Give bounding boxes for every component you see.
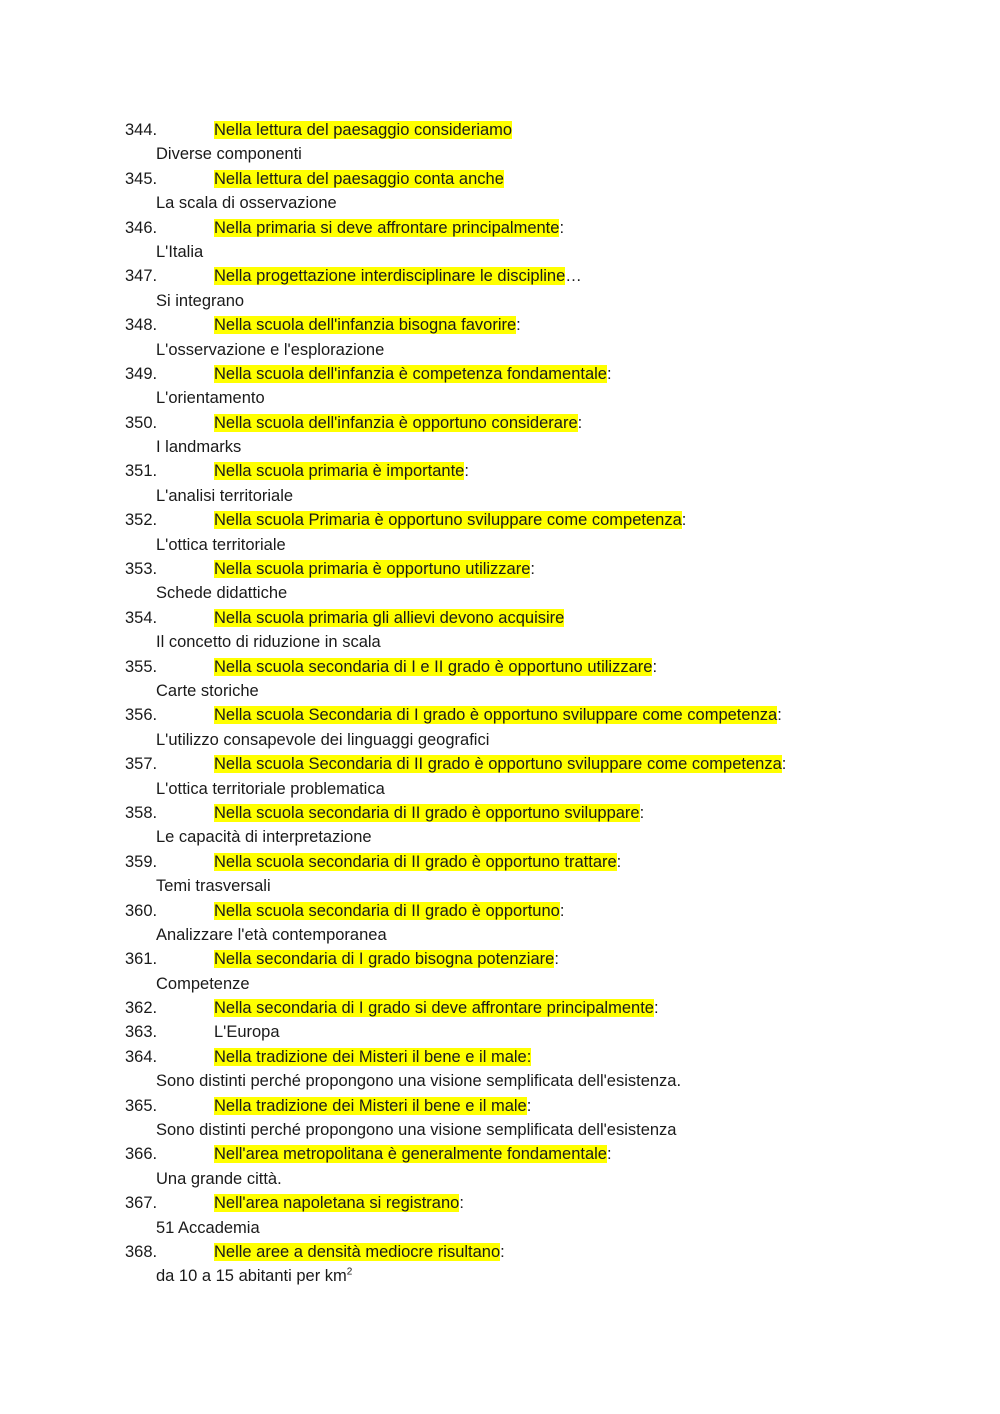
answer-text: Schede didattiche bbox=[156, 584, 288, 603]
answer-line bbox=[0, 1216, 1000, 1240]
question-line bbox=[0, 216, 1000, 240]
question-tail: : bbox=[606, 364, 612, 383]
answer-text: Una grande città. bbox=[156, 1169, 282, 1188]
answer-text: Sono distinti perché propongono una visione semplificata dell'esistenza bbox=[156, 1121, 677, 1140]
question-line bbox=[0, 703, 1000, 727]
answer-text: L'Italia bbox=[156, 242, 204, 261]
highlighted-question: Nella lettura del paesaggio conta anche bbox=[214, 169, 504, 188]
question-line bbox=[0, 752, 1000, 776]
question-line bbox=[0, 1045, 1000, 1069]
answer-text: L'osservazione e l'esplorazione bbox=[156, 340, 385, 359]
answer-text: Le capacità di interpretazione bbox=[156, 828, 372, 847]
question-tail: : bbox=[459, 1194, 464, 1213]
answer-text: 51 Accademia bbox=[156, 1218, 260, 1237]
question-text bbox=[214, 752, 786, 776]
question-number: 367. bbox=[125, 1194, 158, 1213]
question-number: 347. bbox=[125, 267, 158, 286]
question-text bbox=[214, 1191, 464, 1215]
answer-line bbox=[0, 338, 1000, 362]
question-number: 348. bbox=[125, 316, 158, 335]
highlighted-question: Nella scuola primaria gli allievi devono acquisire bbox=[214, 608, 565, 627]
question-tail: : bbox=[554, 950, 559, 969]
question-line bbox=[0, 264, 1000, 288]
numbered-answer-line bbox=[0, 1020, 1000, 1044]
answer-text: L'ottica territoriale problematica bbox=[156, 779, 385, 798]
question-tail: : bbox=[577, 413, 583, 432]
question-tail: : bbox=[559, 901, 565, 920]
question-line bbox=[0, 1142, 1000, 1166]
question-number: 358. bbox=[125, 803, 158, 822]
question-text bbox=[214, 947, 559, 971]
question-tail: : bbox=[616, 852, 622, 871]
question-tail: … bbox=[565, 267, 582, 286]
answer-line bbox=[0, 972, 1000, 996]
answer-text: Si integrano bbox=[156, 291, 245, 310]
highlighted-question: Nella scuola Secondaria di I grado è opportuno sviluppare come competenza bbox=[214, 706, 778, 725]
highlighted-question: Nella lettura del paesaggio consideriamo bbox=[214, 121, 513, 139]
answer-text: L'ottica territoriale bbox=[156, 535, 286, 554]
answer-line bbox=[0, 777, 1000, 801]
highlighted-question: Nella progettazione interdisciplinare le discipline bbox=[214, 267, 566, 286]
question-text bbox=[214, 118, 512, 142]
question-number: 345. bbox=[125, 169, 158, 188]
question-text bbox=[214, 1045, 531, 1069]
answer-line bbox=[0, 581, 1000, 605]
question-line bbox=[0, 459, 1000, 483]
question-tail: : bbox=[464, 462, 469, 481]
question-text bbox=[214, 362, 612, 386]
answer-line bbox=[0, 825, 1000, 849]
question-number: 350. bbox=[125, 413, 158, 432]
highlighted-question: Nella tradizione dei Misteri il bene e il male: bbox=[214, 1047, 532, 1066]
question-number: 349. bbox=[125, 364, 158, 383]
question-line bbox=[0, 1240, 1000, 1264]
answer-line bbox=[0, 386, 1000, 410]
answer-text: L'orientamento bbox=[156, 389, 265, 408]
highlighted-question: Nella scuola primaria è importante bbox=[214, 462, 465, 481]
question-number: 361. bbox=[125, 950, 158, 969]
question-line bbox=[0, 362, 1000, 386]
highlighted-question: Nella tradizione dei Misteri il bene e il male bbox=[214, 1096, 527, 1115]
highlighted-question: Nella scuola secondaria di II grado è opportuno sviluppare bbox=[214, 803, 640, 822]
question-number: 351. bbox=[125, 462, 158, 481]
highlighted-question: Nella scuola dell'infanzia bisogna favorire bbox=[214, 316, 517, 335]
answer-text: Diverse componenti bbox=[156, 145, 302, 164]
question-line bbox=[0, 411, 1000, 435]
question-number: 344. bbox=[125, 121, 158, 139]
answer-text: La scala di osservazione bbox=[156, 194, 337, 213]
highlighted-question: Nella scuola Primaria è opportuno sviluppare come competenza bbox=[214, 511, 682, 530]
question-tail: : bbox=[652, 657, 658, 676]
question-text bbox=[214, 899, 564, 923]
question-tail: : bbox=[559, 218, 565, 237]
question-line bbox=[0, 508, 1000, 532]
question-text bbox=[214, 508, 686, 532]
question-tail: : bbox=[639, 803, 645, 822]
question-number: 359. bbox=[125, 852, 158, 871]
question-number: 368. bbox=[125, 1242, 158, 1261]
highlighted-question: Nell'area napoletana si registrano bbox=[214, 1194, 460, 1213]
answer-text: Sono distinti perché propongono una visione semplificata dell'esistenza. bbox=[156, 1072, 682, 1091]
answer-line bbox=[0, 923, 1000, 947]
question-line bbox=[0, 850, 1000, 874]
answer-line bbox=[0, 191, 1000, 215]
question-line bbox=[0, 118, 1000, 142]
answer-line bbox=[0, 1118, 1000, 1142]
answer-text: Temi trasversali bbox=[156, 877, 271, 896]
answer-text: da 10 a 15 abitanti per $km^2$ bbox=[156, 1266, 353, 1286]
question-line bbox=[0, 947, 1000, 971]
answer-line bbox=[0, 630, 1000, 654]
question-text bbox=[214, 411, 582, 435]
highlighted-question: Nella scuola dell'infanzia è opportuno considerare bbox=[214, 413, 578, 432]
question-tail: : bbox=[526, 1096, 532, 1115]
question-text bbox=[214, 216, 564, 240]
question-text bbox=[214, 557, 535, 581]
question-tail: : bbox=[781, 755, 787, 774]
answer-line bbox=[0, 874, 1000, 898]
question-number: 360. bbox=[125, 901, 158, 920]
question-text bbox=[214, 313, 521, 337]
question-tail: : bbox=[777, 706, 782, 725]
highlighted-question: Nella scuola primaria è opportuno utilizzare bbox=[214, 560, 531, 579]
question-line bbox=[0, 996, 1000, 1020]
question-number: 354. bbox=[125, 608, 158, 627]
answer-line bbox=[0, 289, 1000, 313]
question-text bbox=[214, 801, 644, 825]
question-number: 353. bbox=[125, 560, 158, 579]
question-line bbox=[0, 557, 1000, 581]
question-line bbox=[0, 899, 1000, 923]
highlighted-question: Nella scuola secondaria di II grado è opportuno bbox=[214, 901, 560, 920]
question-tail: : bbox=[516, 316, 521, 335]
highlighted-question: Nelle aree a densità mediocre risultano bbox=[214, 1242, 501, 1261]
highlighted-question: Nella scuola dell'infanzia è competenza fondamentale bbox=[214, 364, 607, 383]
question-text bbox=[214, 1094, 531, 1118]
document-page bbox=[0, 118, 1000, 1289]
answer-text: Competenze bbox=[156, 974, 250, 993]
question-line bbox=[0, 655, 1000, 679]
answer-text: Analizzare l'età contemporanea bbox=[156, 925, 387, 944]
question-number: 355. bbox=[125, 657, 158, 676]
question-text bbox=[214, 703, 782, 727]
question-text bbox=[214, 1240, 505, 1264]
answer-line bbox=[0, 142, 1000, 166]
question-text bbox=[214, 996, 659, 1020]
answer-text: L'analisi territoriale bbox=[156, 486, 294, 505]
highlighted-question: Nella scuola Secondaria di II grado è opportuno sviluppare come competenza bbox=[214, 755, 782, 774]
question-number: 362. bbox=[125, 999, 158, 1018]
question-tail: : bbox=[500, 1242, 505, 1261]
answer-text: I landmarks bbox=[156, 438, 242, 457]
question-tail: : bbox=[530, 560, 536, 579]
question-number: 366. bbox=[125, 1145, 158, 1164]
answer-text: Il concetto di riduzione in scala bbox=[156, 633, 381, 652]
question-number: 352. bbox=[125, 511, 158, 530]
answer-line bbox=[0, 484, 1000, 508]
question-text bbox=[214, 459, 469, 483]
question-number: 365. bbox=[125, 1096, 158, 1115]
question-text bbox=[214, 655, 657, 679]
question-text bbox=[214, 264, 582, 288]
highlighted-question: Nella secondaria di I grado si deve affrontare principalmente bbox=[214, 999, 654, 1018]
answer-line bbox=[0, 679, 1000, 703]
question-text bbox=[214, 167, 504, 191]
question-tail: : bbox=[606, 1145, 612, 1164]
question-line bbox=[0, 606, 1000, 630]
answer-line bbox=[0, 533, 1000, 557]
question-number: 364. bbox=[125, 1047, 158, 1066]
question-text bbox=[214, 850, 621, 874]
question-line bbox=[0, 313, 1000, 337]
question-number: 346. bbox=[125, 218, 158, 237]
answer-line bbox=[0, 1069, 1000, 1093]
answer-line bbox=[0, 1167, 1000, 1191]
question-tail: : bbox=[653, 999, 659, 1018]
highlighted-question: Nella secondaria di I grado bisogna potenziare bbox=[214, 950, 555, 969]
question-tail: : bbox=[681, 511, 687, 530]
answer-text: L'utilizzo consapevole dei linguaggi geografici bbox=[156, 730, 490, 749]
superscript: 2 bbox=[346, 1266, 353, 1278]
item-number: 363. bbox=[125, 1023, 158, 1042]
answer-text: L'Europa bbox=[214, 1023, 280, 1042]
answer-line bbox=[0, 240, 1000, 264]
question-text bbox=[214, 606, 564, 630]
highlighted-question: Nella scuola secondaria di I e II grado è opportuno utilizzare bbox=[214, 657, 653, 676]
question-number: 356. bbox=[125, 706, 158, 725]
question-line bbox=[0, 801, 1000, 825]
answer-line bbox=[0, 1264, 1000, 1288]
highlighted-question: Nella scuola secondaria di II grado è opportuno trattare bbox=[214, 852, 617, 871]
question-line bbox=[0, 1191, 1000, 1215]
question-line bbox=[0, 1094, 1000, 1118]
question-number: 357. bbox=[125, 755, 158, 774]
highlighted-question: Nella primaria si deve affrontare principalmente bbox=[214, 218, 560, 237]
answer-line bbox=[0, 435, 1000, 459]
highlighted-question: Nell'area metropolitana è generalmente fondamentale bbox=[214, 1145, 607, 1164]
question-text bbox=[214, 1142, 612, 1166]
question-line bbox=[0, 167, 1000, 191]
answer-line bbox=[0, 728, 1000, 752]
answer-text: Carte storiche bbox=[156, 681, 259, 700]
